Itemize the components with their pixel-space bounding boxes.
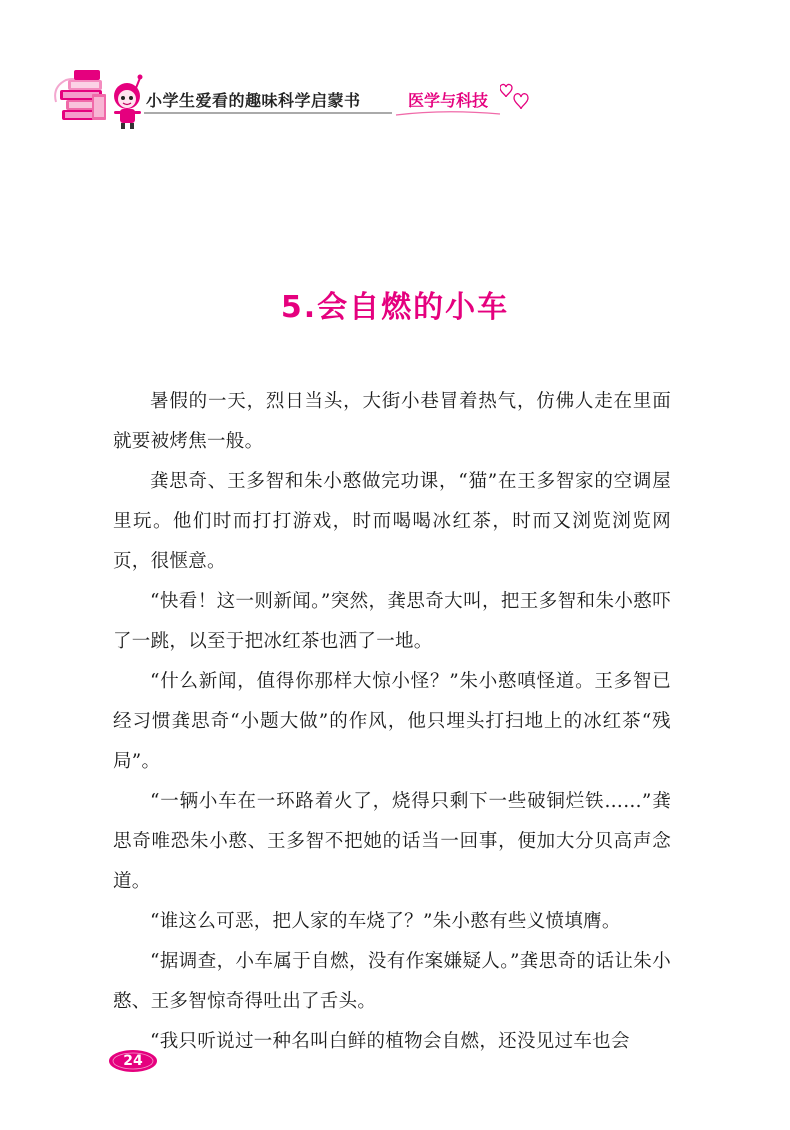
page-header: [52, 62, 542, 132]
body-text: [113, 382, 671, 1062]
hearts-icon: [500, 78, 530, 112]
paragraph: “一辆小车在一环路着火了，烧得只剩下一些破铜烂铁……”龚思奇唯恐朱小憨、王多智不把她的话当一回事，便加大分贝高声念道。: [113, 791, 671, 892]
series-title: 小学生爱看的趣味科学启蒙书: [146, 91, 361, 110]
paragraph: “谁这么可恶，把人家的车烧了？”朱小憨有些义愤填膺。: [150, 911, 621, 932]
page-number: 24: [123, 1053, 143, 1069]
category-label: 医学与科技: [408, 91, 489, 110]
paragraph: 龚思奇、王多智和朱小憨做完功课，“猫”在王多智家的空调屋里玩。他们时而打打游戏，时而喝喝冰红茶，时而又浏览浏览网页，很惬意。: [113, 471, 671, 572]
paragraph: “快看！这一则新闻。”突然，龚思奇大叫，把王多智和朱小憨吓了一跳，以至于把冰红茶也洒了一地。: [113, 591, 671, 652]
paragraph: 暑假的一天，烈日当头，大街小巷冒着热气，仿佛人走在里面就要被烤焦一般。: [113, 391, 671, 452]
paragraph: “据调查，小车属于自燃，没有作案嫌疑人。”龚思奇的话让朱小憨、王多智惊奇得吐出了舌头。: [113, 951, 671, 1012]
books-and-cartoon-girl-icon: [52, 62, 144, 132]
header-divider: [144, 111, 504, 117]
chapter-title: 5.会自燃的小车: [280, 290, 510, 325]
paragraph: “我只听说过一种名叫白鲜的植物会自燃，还没见过车也会: [150, 1031, 630, 1052]
paragraph: “什么新闻，值得你那样大惊小怪？”朱小憨嗔怪道。王多智已经习惯龚思奇“小题大做”的作风，他只埋头打扫地上的冰红茶“残局”。: [113, 671, 671, 772]
